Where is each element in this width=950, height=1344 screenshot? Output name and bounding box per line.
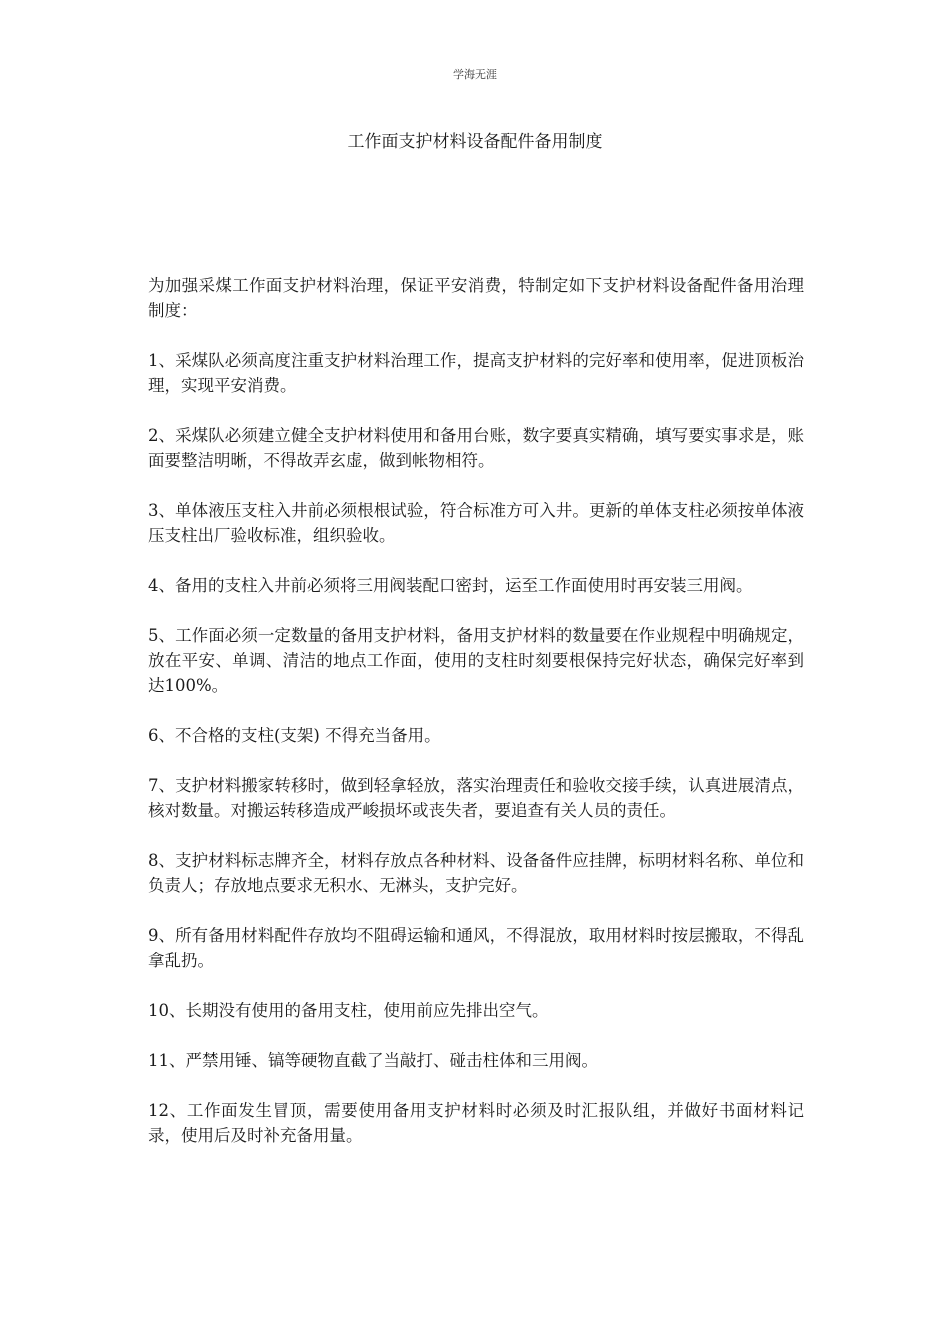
document-title: 工作面支护材料设备配件备用制度 (347, 132, 603, 152)
page-header: 学海无涯 (453, 68, 497, 81)
rule-8: 8、支护材料标志牌齐全，材料存放点各种材料、设备备件应挂牌，标明材料名称、单位和负责人；存放地点要求无积水、无淋头，支护完好。 (148, 851, 804, 895)
rule-12: 12、工作面发生冒顶，需要使用备用支护材料时必须及时汇报队组，并做好书面材料记录，使用后及时补充备用量。 (148, 1101, 804, 1145)
rule-5: 5、工作面必须一定数量的备用支护材料，备用支护材料的数量要在作业规程中明确规定，放在平安、单调、清洁的地点工作面，使用的支柱时刻要根保持完好状态，确保完好率到达100%。 (148, 626, 804, 695)
rule-10: 10、长期没有使用的备用支柱，使用前应先排出空气。 (148, 1001, 549, 1020)
rule-3: 3、单体液压支柱入井前必须根根试验，符合标准方可入井。更新的单体支柱必须按单体液压支柱出厂验收标准，组织验收。 (148, 501, 804, 545)
rule-4: 4、备用的支柱入井前必须将三用阀装配口密封，运至工作面使用时再安装三用阀。 (148, 576, 753, 595)
rule-11: 11、严禁用锤、镐等硬物直截了当敲打、碰击柱体和三用阀。 (148, 1051, 598, 1070)
rule-2: 2、采煤队必须建立健全支护材料使用和备用台账，数字要真实精确，填写要实事求是，账面要整洁明晰，不得故弄玄虚，做到帐物相符。 (148, 426, 804, 470)
rule-6: 6、不合格的支柱(支架) 不得充当备用。 (148, 726, 441, 745)
intro-paragraph: 为加强采煤工作面支护材料治理，保证平安消费，特制定如下支护材料设备配件备用治理制度： (148, 276, 804, 320)
document-body (148, 273, 804, 1173)
rule-7: 7、支护材料搬家转移时，做到轻拿轻放，落实治理责任和验收交接手续，认真进展清点，核对数量。对搬运转移造成严峻损坏或丧失者，要追查有关人员的责任。 (148, 776, 804, 820)
rule-1: 1、采煤队必须高度注重支护材料治理工作，提高支护材料的完好率和使用率，促进顶板治理，实现平安消费。 (148, 351, 804, 395)
rule-9: 9、所有备用材料配件存放均不阻碍运输和通风，不得混放，取用材料时按层搬取，不得乱拿乱扔。 (148, 926, 804, 970)
